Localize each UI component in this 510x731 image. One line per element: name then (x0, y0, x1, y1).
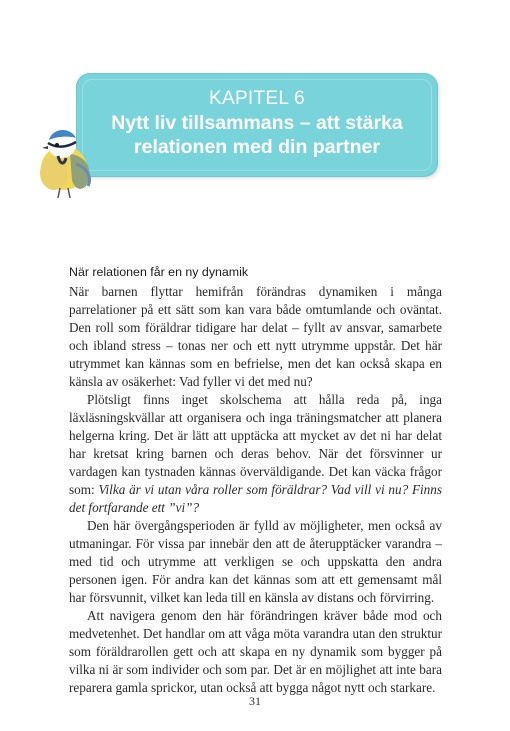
chapter-title-line-1: Nytt liv tillsammans – att stärka (111, 112, 403, 134)
blue-tit-bird-icon (30, 118, 104, 200)
chapter-content (69, 264, 442, 697)
chapter-title-line-2: relationen med din partner (134, 136, 380, 158)
paragraph-2-text: Plötsligt finns inget skolschema att hålla reda på, inga läxläsningskvällar att organisera och inga träningsmatcher att planera helgerna kring. Det är lätt att upptäcka att mycket av det ni har delat har kretsat kring barnen och deras behov. När det försvinner ur vardagen kan tystnaden kännas överväldigande. Det kan väcka frågor som: (69, 392, 442, 497)
paragraph-1: När barnen flyttar hemifrån förändras dynamiken i många parrelationer på ett sätt som kan vara både omtumlande och oväntat. Den roll som föräldrar tidigare har delat – fyllt av ansvar, samarbete och ibland stress – tonas ner och ett nytt utrymme uppstår. Det här utrymmet kan kännas som en befrielse, men det kan också skapa en känsla av osäkerhet: Vad fyller vi det med nu? (69, 284, 442, 389)
chapter-label: KAPITEL 6 (209, 88, 305, 109)
page-number: 31 (249, 694, 261, 708)
section-heading: När relationen får en ny dynamik (69, 265, 249, 279)
chapter-title (86, 111, 428, 159)
paragraph-2 (69, 391, 442, 517)
paragraph-4: Att navigera genom den här förändringen kräver både mod och medvetenhet. Det handlar om att våga möta varandra utan den struktur som föräldrarollen gett och att skapa en ny dynamik som bygger på vilka ni är som individer och som par. Det är en möjlighet att inte bara reparera gamla sprickor, utan också att bygga något nytt och starkare. (69, 608, 442, 695)
paragraph-2-italic-question: Vilka är vi utan våra roller som föräldrar? Vad vill vi nu? Finns det fortfarande ett ”vi”? (69, 482, 442, 515)
chapter-banner (76, 73, 438, 177)
paragraph-3: Den här övergångsperioden är fylld av möjligheter, men också av utmaningar. För vissa par innebär den att de återupptäcker varandra – med tid och utrymme att verkligen se och uppskatta den andra personen igen. För andra kan det kännas som att ett gemensamt mål har försvunnit, vilket kan leda till en känsla av distans och förvirring. (69, 518, 442, 605)
